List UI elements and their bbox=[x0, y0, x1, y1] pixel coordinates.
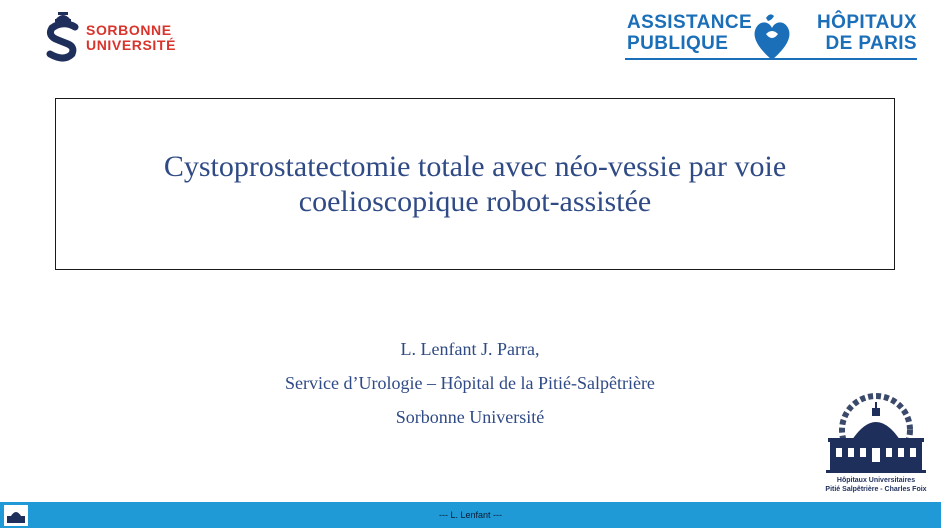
hospital-building-icon bbox=[822, 392, 930, 476]
aphp-line4: DE PARIS bbox=[825, 33, 917, 54]
aphp-line3: HÔPITAUX bbox=[817, 12, 917, 33]
aphp-line2: PUBLIQUE bbox=[627, 33, 729, 54]
aphp-underline bbox=[625, 58, 917, 60]
footer-text: --- L. Lenfant --- bbox=[438, 510, 503, 520]
aphp-line1: ASSISTANCE bbox=[627, 12, 753, 33]
aphp-logo bbox=[625, 8, 917, 64]
authors-block bbox=[140, 332, 800, 434]
sorbonne-s-icon bbox=[46, 10, 80, 66]
slide-title: Cystoprostatectomie totale avec néo-vessie par voie coelioscopique robot-assistée bbox=[163, 150, 787, 218]
hospital-logo bbox=[817, 392, 935, 498]
sorbonne-line1: SORBONNE bbox=[86, 22, 172, 38]
title-box bbox=[55, 98, 895, 270]
authors: L. Lenfant J. Parra, bbox=[400, 339, 540, 359]
sorbonne-line2: UNIVERSITÉ bbox=[86, 37, 177, 53]
hospital-line1: Hôpitaux Universitaires bbox=[836, 477, 916, 484]
hospital-line2: Pitié Salpêtrière - Charles Foix bbox=[825, 486, 927, 493]
sorbonne-logo bbox=[46, 10, 176, 66]
department: Service d’Urologie – Hôpital de la Pitié-Salpêtrière bbox=[285, 373, 655, 393]
footer-bar bbox=[0, 502, 941, 528]
university: Sorbonne Université bbox=[395, 407, 545, 427]
aphp-heart-icon bbox=[752, 8, 792, 64]
